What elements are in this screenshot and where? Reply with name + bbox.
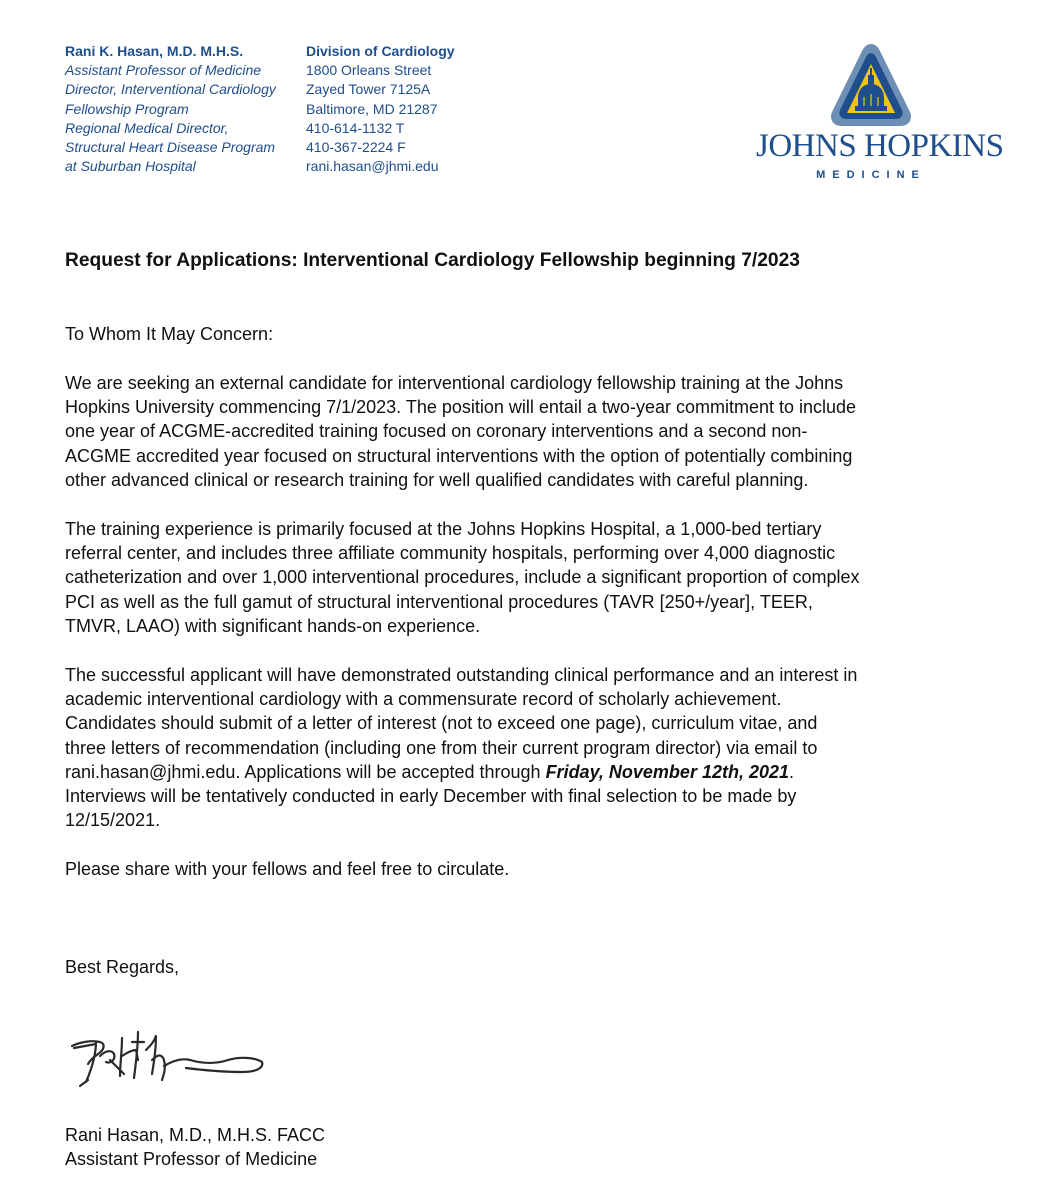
signer-title: Assistant Professor of Medicine — [65, 1149, 318, 1170]
letterhead-author — [65, 42, 305, 176]
text-line-deadline — [65, 760, 1010, 784]
author-title: Fellowship Program — [65, 100, 189, 117]
text-line: academic interventional cardiology with a commensurate record of scholarly achievement. — [65, 689, 782, 710]
letter-subject: Request for Applications: Interventional Cardiology Fellowship beginning 7/2023 — [65, 250, 800, 271]
salutation: To Whom It May Concern: — [65, 324, 274, 344]
text-line: We are seeking an external candidate for interventional cardiology fellowship training at the Johns — [65, 373, 844, 393]
paragraph-position — [65, 371, 1010, 492]
email-reference: rani.hasan@jhmi.edu. Applications will be accepted through — [65, 761, 546, 782]
paragraph-training — [65, 517, 1010, 638]
text-line: referral center, and includes three affiliate community hospitals, performing over 4,000 diagnostic — [65, 543, 836, 564]
deadline-period: . — [789, 761, 795, 782]
text-line: Candidates should submit of a letter of interest (not to exceed one page), curriculum vitae, and — [65, 713, 818, 734]
text-line: one year of ACGME-accredited training focused on coronary interventions and a second non- — [65, 421, 808, 442]
author-name: Rani K. Hasan, M.D. M.H.S. — [65, 43, 244, 59]
signer-name: Rani Hasan, M.D., M.H.S. FACC — [65, 1125, 326, 1145]
closing: Best Regards, — [65, 957, 180, 977]
author-title: Assistant Professor of Medicine — [65, 62, 262, 79]
text-line: The training experience is primarily focused at the Johns Hopkins Hospital, a 1,000-bed tertiary — [65, 519, 822, 539]
application-deadline: Friday, November 12th, 2021 — [545, 761, 790, 782]
text-line: The successful applicant will have demonstrated outstanding clinical performance and an interest in — [65, 665, 858, 685]
text-line: Interviews will be tentatively conducted in early December with final selection to be made by — [65, 786, 797, 807]
handwritten-signature — [66, 1020, 286, 1096]
paragraph-application — [65, 663, 1010, 832]
author-title: Director, Interventional Cardiology — [65, 81, 276, 98]
text-line: PCI as well as the full gamut of structural interventional procedures (TAVR [250+/year], TEER, — [65, 591, 813, 612]
author-title: Structural Heart Disease Program — [65, 139, 276, 156]
address-line: Zayed Tower 7125A — [306, 81, 431, 98]
text-line: TMVR, LAAO) with significant hands-on experience. — [65, 615, 481, 636]
address-line: 1800 Orleans Street — [306, 62, 432, 79]
email-line: rani.hasan@jhmi.edu — [306, 158, 439, 175]
paragraph-share: Please share with your fellows and feel free to circulate. — [65, 859, 510, 879]
logo-subtitle: MEDICINE — [816, 169, 926, 181]
phone-line: 410-614-1132 T — [306, 119, 405, 136]
letterhead-address — [306, 42, 536, 176]
text-line: 12/15/2021. — [65, 810, 161, 831]
author-title: at Suburban Hospital — [65, 158, 196, 175]
text-line: three letters of recommendation (including one from their current program director) via email to — [65, 737, 818, 758]
signature-block — [65, 1123, 325, 1171]
text-line: ACGME accredited year focused on structural interventions with the option of potentially combining — [65, 445, 853, 466]
text-line: other advanced clinical or research training for well qualified candidates with careful planning. — [65, 469, 809, 490]
logo-wordmark: JOHNS HOPKINS — [756, 128, 1004, 164]
address-line: Baltimore, MD 21287 — [306, 100, 438, 117]
author-title: Regional Medical Director, — [65, 119, 229, 136]
text-line: Hopkins University commencing 7/1/2023. The position will entail a two-year commitment to include — [65, 397, 857, 418]
division-name: Division of Cardiology — [306, 43, 455, 59]
text-line: catheterization and over 1,000 interventional procedures, include a significant proportion of complex — [65, 567, 860, 588]
dome-shield-icon — [828, 42, 914, 128]
johns-hopkins-logo — [756, 42, 1004, 187]
fax-line: 410-367-2224 F — [306, 139, 406, 156]
